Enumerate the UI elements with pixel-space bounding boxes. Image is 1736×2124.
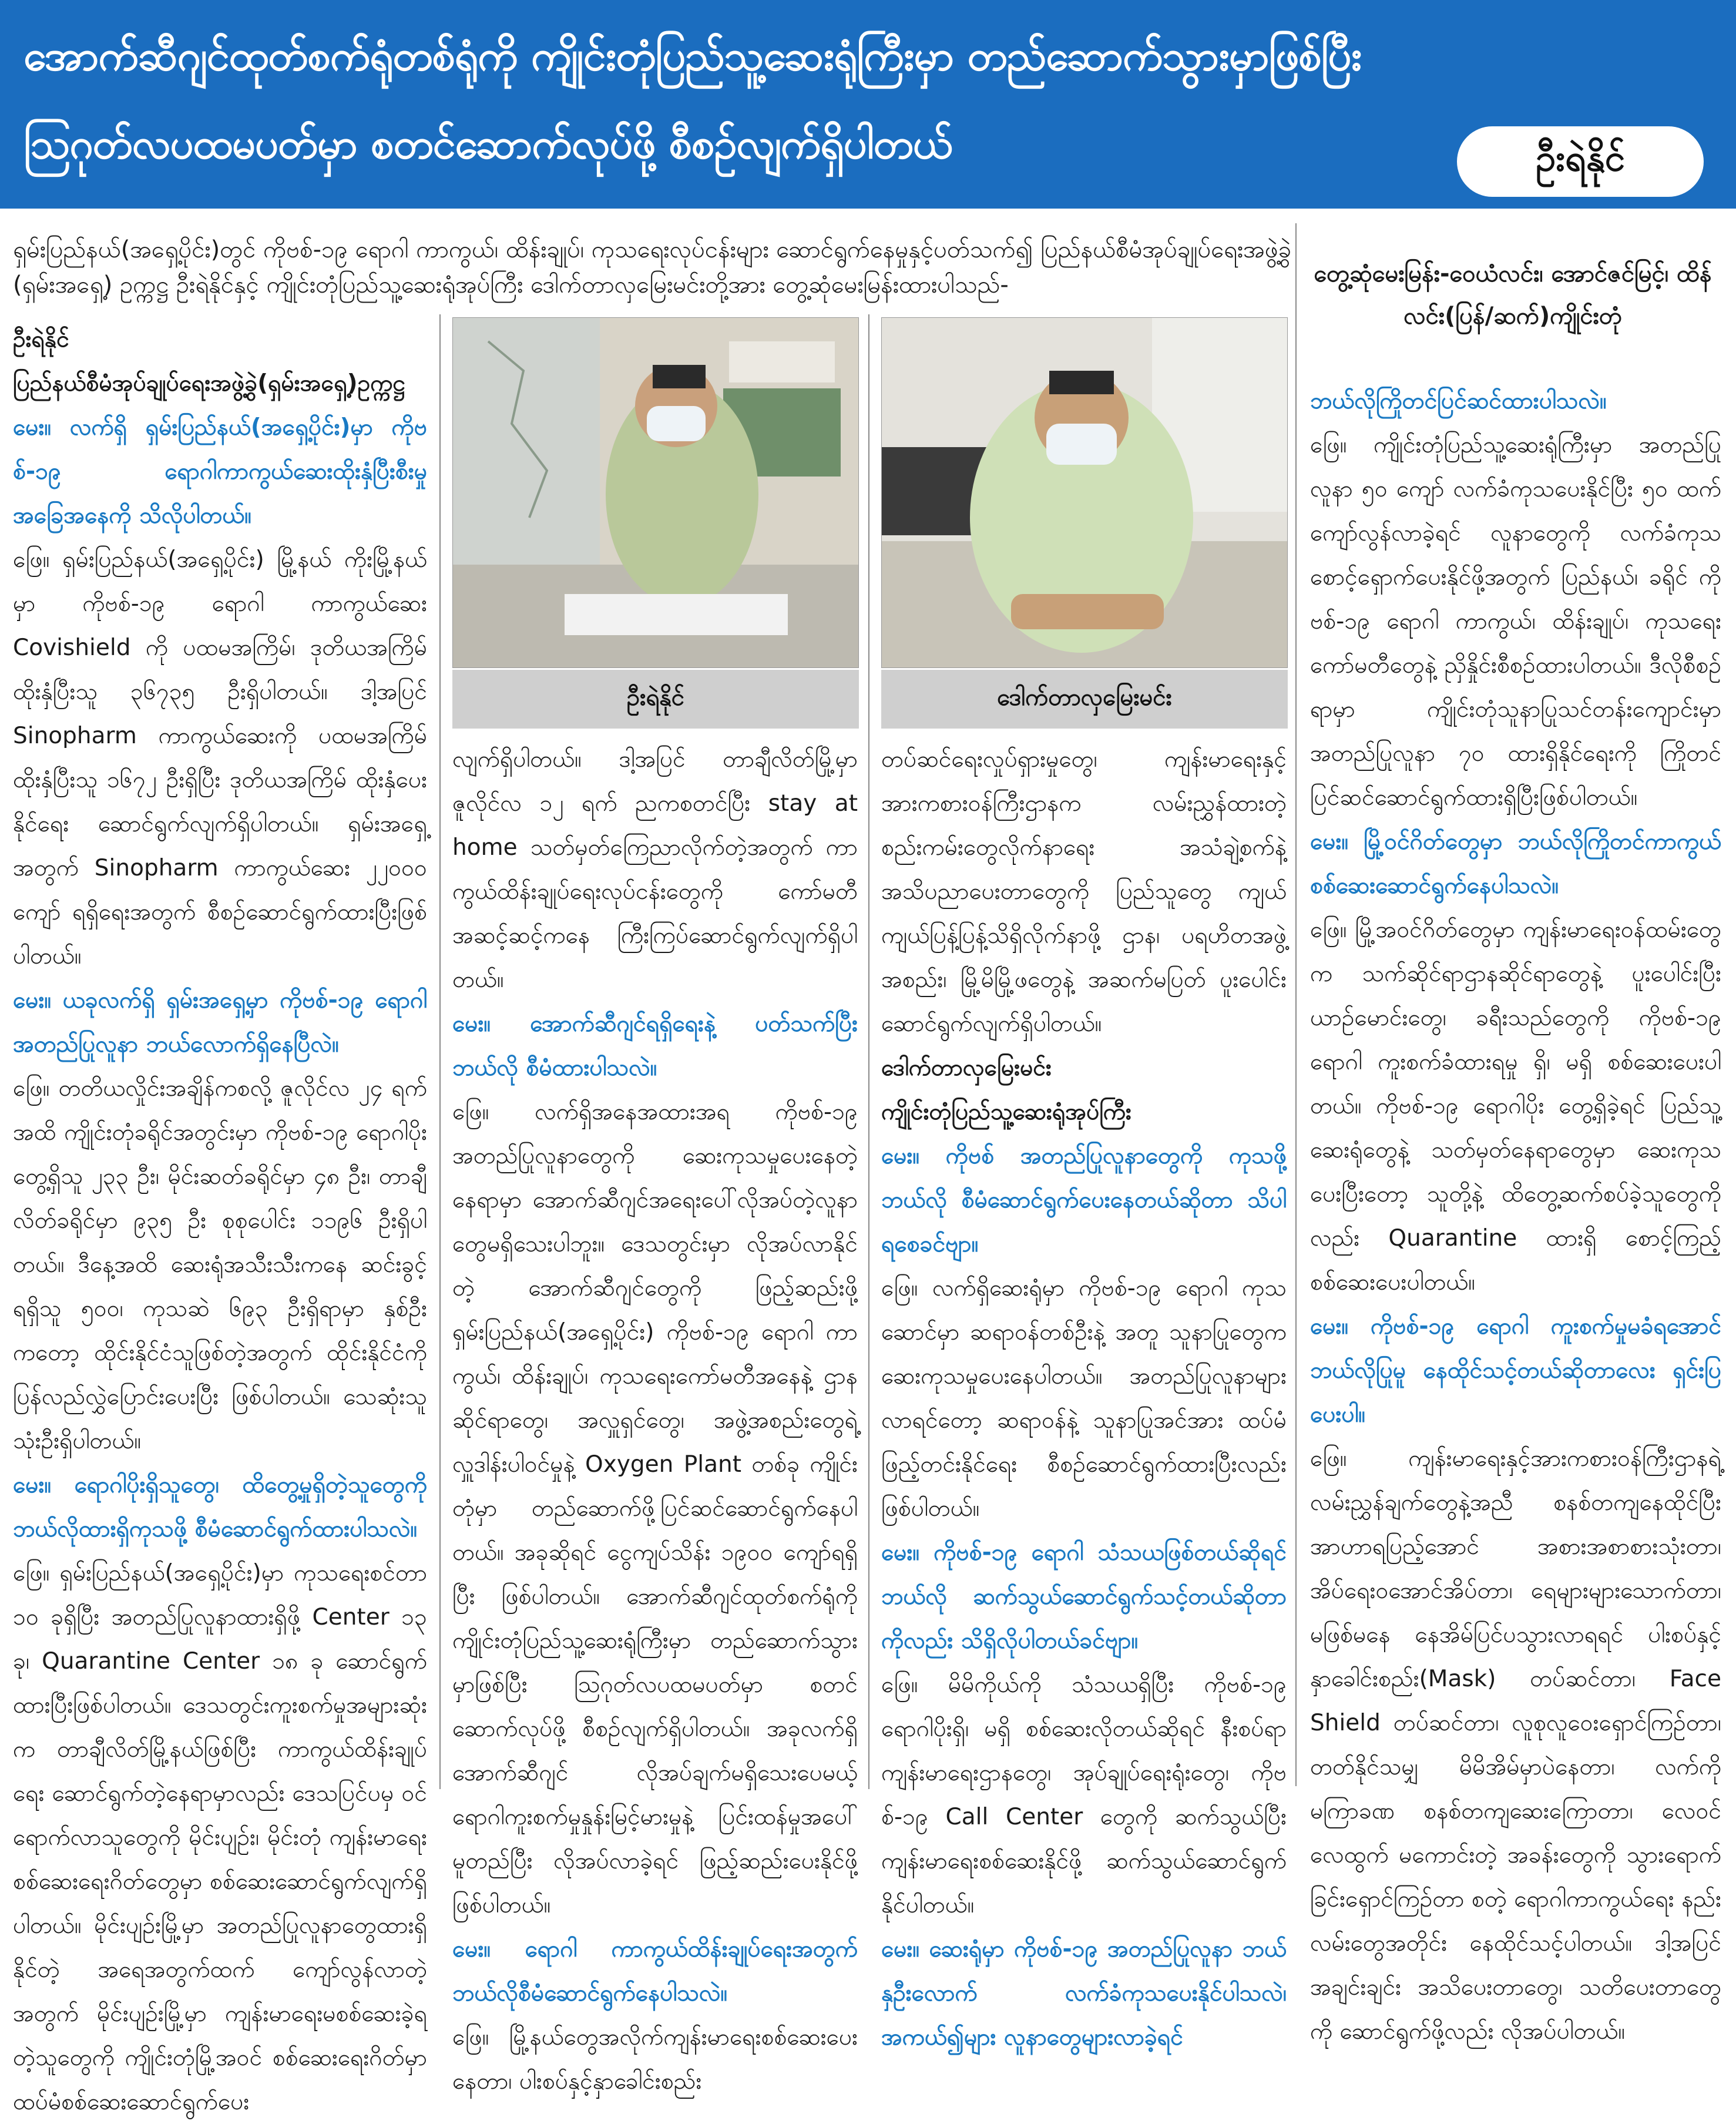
question: မေး။ မြို့ဝင်ဂိတ်တွေမှာ ဘယ်လိုကြိုတင်ကာကွယ် စစ်ဆေးဆောင်ရွက်နေပါသလဲ။ — [1310, 828, 1721, 899]
column-2 — [452, 737, 858, 2095]
question: မေး။ ရောဂါပိုးရှိသူတွေ၊ ထိတွေ့မှုရှိတဲ့သူတွေကို ဘယ်လိုထားရှိကုသဖို့ စီမံဆောင်ရွက်ထားပါသလဲ။ — [13, 1472, 427, 1542]
answer-continued: လျက်ရှိပါတယ်။ ဒါ့အပြင် တာချီလိတ်မြို့မှာ ဇူလိုင်လ ၁၂ ရက် ညကစတင်ပြီး stay at home သတ်မှတ်ကြေညာလိုက်တဲ့အတွက် ကာကွယ်ထိန်းချုပ်ရေးလုပ်ငန်းတွေကို ကော်မတီအဆင့်ဆင့်ကနေ ကြီးကြပ်ဆောင်ရွက်လျက်ရှိပါတယ်။ — [452, 746, 858, 993]
answer: ဖြေ။ လက်ရှိဆေးရုံမှာ ကိုဗစ်-၁၉ ရောဂါ ကုသဆောင်မှာ ဆရာဝန်တစ်ဦးနဲ့ အတူ သူနာပြုတွေက ဆေးကုသမှုပေးနေပါတယ်။ အတည်ပြုလူနာများလာရင်တော့ ဆရာဝန်နဲ့ သူနာပြုအင်အား ထပ်မံဖြည့်တင်းနိုင်ရေး စီစဉ်ဆောင်ရွက်ထားပြီးလည်း ဖြစ်ပါတယ်။ — [881, 1275, 1287, 1522]
answer: ဖြေ။ တတိယလှိုင်းအချိန်ကစလို့ ဇူလိုင်လ ၂၄ ရက်အထိ ကျိုင်းတုံခရိုင်အတွင်းမှာ ကိုဗစ်-၁၉ ရောဂါပိုးတွေ့ရှိသူ ၂၃၃ ဦး၊ မိုင်းဆတ်ခရိုင်မှာ ၄၈ ဦး၊ တာချီလိတ်ခရိုင်မှာ ၉၃၅ ဦး စုစုပေါင်း ၁၁၉၆ ဦးရှိပါတယ်။ ဒီနေ့အထိ ဆေးရုံအသီးသီးကနေ ဆင်းခွင့်ရရှိသူ ၅၀၀၊ ကုသဆဲ ၆၉၃ ဦးရှိရာမှာ နှစ်ဦးကတော့ ထိုင်းနိုင်ငံသူဖြစ်တဲ့အတွက် ထိုင်းနိုင်ငံကို ပြန်လည်လွှဲပြောင်းပေးပြီး ဖြစ်ပါတယ်။ သေဆုံးသူသုံးဦးရှိပါတယ်။ — [13, 1075, 427, 1454]
column-divider — [439, 314, 441, 1789]
answer-continued: တပ်ဆင်ရေးလှုပ်ရှားမှုတွေ၊ ကျန်းမာရေးနှင့်အားကစားဝန်ကြီးဌာနက လမ်းညွှန်ထားတဲ့စည်းကမ်းတွေလိုက်နာရေး အသံချဲ့စက်နဲ့အသိပညာပေးတာတွေကို ပြည်သူတွေ ကျယ်ကျယ်ပြန့်ပြန့်သိရှိလိုက်နာဖို့ ဌာန၊ ပရဟိတအဖွဲ့အစည်း၊ မြို့မိမြို့ဖတွေနဲ့ အဆက်မပြတ် ပူးပေါင်းဆောင်ရွက်လျက်ရှိပါတယ်။ — [881, 746, 1287, 1037]
question: မေး။ လက်ရှိ ရှမ်းပြည်နယ်(အရှေ့ပိုင်း)မှာ ကိုဗစ်-၁၉ ရောဂါကာကွယ်ဆေးထိုးနှံပြီးစီးမှုအခြေအနေကို သိလိုပါတယ်။ — [13, 414, 427, 529]
photo-caption-right: ဒေါက်တာလှမြေးမင်း — [881, 670, 1288, 729]
question: မေး။ ဆေးရုံမှာ ကိုဗစ်-၁၉ အတည်ပြုလူနာ ဘယ်နှဦးလောက် လက်ခံကုသပေးနိုင်ပါသလဲ၊ အကယ်၍များ လူနာတွေများလာခဲ့ရင် — [881, 1936, 1287, 2051]
photo-dr-hla-mya-min — [881, 317, 1288, 668]
answer: ဖြေ။ ရှမ်းပြည်နယ်(အရှေ့ပိုင်း) မြို့နယ် ကိုးမြို့နယ်မှာ ကိုဗစ်-၁၉ ရောဂါ ကာကွယ်ဆေး Covishield ကို ပထမအကြိမ်၊ ဒုတိယအကြိမ် ထိုးနှံပြီးသူ ၃၆၇၃၅ ဦးရှိပါတယ်။ ဒါ့အပြင် Sinopharm ကာကွယ်ဆေးကို ပထမအကြိမ် ထိုးနှံပြီးသူ ၁၆၇၂ ဦးရှိပြီး ဒုတိယအကြိမ် ထိုးနှံပေးနိုင်ရေး ဆောင်ရွက်လျက်ရှိပါတယ်။ ရှမ်းအရှေ့အတွက် Sinopharm ကာကွယ်ဆေး ၂၂၀၀၀ ကျော် ရရှိရေးအတွက် စီစဉ်ဆောင်ရွက်ထားပြီးဖြစ်ပါတယ်။ — [13, 546, 427, 969]
photo-caption-left: ဦးရဲနိုင် — [452, 670, 859, 729]
reporter-credit: တွေ့ဆုံမေးမြန်း-ဝေယံလင်း၊ အောင်ဇင်မြင့်၊ ထိန်လင်း(ပြန်/ဆက်)ကျိုင်းတုံ — [1314, 260, 1712, 330]
speaker-title: ကျိုင်းတုံပြည်သူ့ဆေးရုံအုပ်ကြီး — [881, 1099, 1131, 1125]
answer: ဖြေ။ မြို့အဝင်ဂိတ်တွေမှာ ကျန်းမာရေးဝန်ထမ်းတွေက သက်ဆိုင်ရာဌာနဆိုင်ရာတွေနဲ့ ပူးပေါင်းပြီး ယာဉ်မောင်းတွေ၊ ခရီးသည်တွေကို ကိုဗစ်-၁၉ ရောဂါ ကူးစက်ခံထားရမှု ရှိ၊ မရှိ စစ်ဆေးပေးပါတယ်။ ကိုဗစ်-၁၉ ရောဂါပိုး တွေ့ရှိခဲ့ရင် ပြည်သူ့ဆေးရုံတွေနဲ့ သတ်မှတ်နေရာတွေမှာ ဆေးကုသပေးပြီးတော့ သူတို့နဲ့ ထိတွေ့ဆက်စပ်ခဲ့သူတွေကိုလည်း Quarantine ထားရှိ စောင့်ကြည့်စစ်ဆေးပေးပါတယ်။ — [1310, 917, 1721, 1296]
column-divider — [868, 314, 869, 1789]
photo-u-ye-naing — [452, 317, 859, 668]
answer: ဖြေ။ ကျန်းမာရေးနှင့်အားကစားဝန်ကြီးဌာနရဲ့ လမ်းညွှန်ချက်တွေနဲ့အညီ စနစ်တကျနေထိုင်ပြီး အာဟာရပြည့်အောင် အစားအစာစားသုံးတာ၊ အိပ်ရေးဝအောင်အိပ်တာ၊ ရေများများသောက်တာ၊ မဖြစ်မနေ နေအိမ်ပြင်ပသွားလာရရင် ပါးစပ်နှင့်နှာခေါင်းစည်း(Mask) တပ်ဆင်တာ၊ Face Shield တပ်ဆင်တာ၊ လူစုလူဝေးရှောင်ကြဉ်တာ၊ တတ်နိုင်သမျှ မိမိအိမ်မှာပဲနေတာ၊ လက်ကို မကြာခဏ စနစ်တကျဆေးကြောတာ၊ လေဝင်လေထွက် မကောင်းတဲ့ အခန်းတွေကို သွားရောက်ခြင်းရှောင်ကြဉ်တာ စတဲ့ ရောဂါကာကွယ်ရေး နည်းလမ်းတွေအတိုင်း နေထိုင်သင့်ပါတယ်။ ဒါ့အပြင် အချင်းချင်း အသိပေးတာတွေ၊ သတိပေးတာတွေကို ဆောင်ရွက်ဖို့လည်း လိုအပ်ပါတယ်။ — [1310, 1445, 1721, 2045]
interviewee-name-badge: ဦးရဲနိုင် — [1457, 126, 1704, 197]
headline-line-2: ဩဂုတ်လပထမပတ်မှာ စတင်ဆောက်လုပ်ဖို့ စီစဉ်လျက်ရှိပါတယ် — [23, 120, 952, 168]
headline-banner — [0, 0, 1736, 209]
question: မေး။ ကိုဗစ် အတည်ပြုလူနာတွေကို ကုသဖို့ ဘယ်လို စီမံဆောင်ရွက်ပေးနေတယ်ဆိုတာ သိပါရစေခင်ဗျာ။ — [881, 1143, 1287, 1257]
column-4 — [1310, 379, 1721, 2045]
question: မေး။ ယခုလက်ရှိ ရှမ်းအရှေ့မှာ ကိုဗစ်-၁၉ ရောဂါအတည်ပြုလူနာ ဘယ်လောက်ရှိနေပြီလဲ။ — [13, 987, 427, 1058]
speaker-title: ပြည်နယ်စီမံအုပ်ချုပ်ရေးအဖွဲ့ခွဲ(ရှမ်းအရှေ့)ဥက္ကဋ္ဌ — [13, 370, 405, 397]
speaker-name: ဒေါက်တာလှမြေးမင်း — [881, 1055, 1052, 1081]
intro-paragraph: ရှမ်းပြည်နယ်(အရှေ့ပိုင်း)တွင် ကိုဗစ်-၁၉ ရောဂါ ကာကွယ်၊ ထိန်းချုပ်၊ ကုသရေးလုပ်ငန်းများ ဆောင်ရွက်နေမှုနှင့်ပတ်သက်၍ ပြည်နယ်စီမံအုပ်ချုပ်ရေးအဖွဲ့ခွဲ (ရှမ်းအရှေ့) ဥက္ကဋ္ဌ ဦးရဲနိုင်နှင့် ကျိုင်းတုံပြည်သူ့ဆေးရုံအုပ်ကြီး ဒေါက်တာလှမြေးမင်းတို့အား တွေ့ဆုံမေးမြန်းထားပါသည်- — [13, 236, 1292, 298]
question: မေး။ ကိုဗစ်-၁၉ ရောဂါ သံသယဖြစ်တယ်ဆိုရင် ဘယ်လို ဆက်သွယ်ဆောင်ရွက်သင့်တယ်ဆိုတာကိုလည်း သိရှိလိုပါတယ်ခင်ဗျာ။ — [881, 1539, 1287, 1654]
question: မေး။ ရောဂါ ကာကွယ်ထိန်းချုပ်ရေးအတွက် ဘယ်လိုစီမံဆောင်ရွက်နေပါသလဲ။ — [452, 1936, 858, 2006]
column-1 — [13, 317, 427, 2115]
question: မေး။ ကိုဗစ်-၁၉ ရောဂါ ကူးစက်မှုမခံရအောင် ဘယ်လိုပြုမူ နေထိုင်သင့်တယ်ဆိုတာလေး ရှင်းပြပေးပါ။ — [1310, 1313, 1721, 1428]
answer: ဖြေ။ ကျိုင်းတုံပြည်သူ့ဆေးရုံကြီးမှာ အတည်ပြုလူနာ ၅၀ ကျော် လက်ခံကုသပေးနိုင်ပြီး ၅၀ ထက် ကျော်လွန်လာခဲ့ရင် လူနာတွေကို လက်ခံကုသ စောင့်ရှောက်ပေးနိုင်ဖို့အတွက် ပြည်နယ်၊ ခရိုင် ကိုဗစ်-၁၉ ရောဂါ ကာကွယ်၊ ထိန်းချုပ်၊ ကုသရေးကော်မတီတွေနဲ့ ညှိနှိုင်းစီစဉ်ထားပါတယ်။ ဒီလိုစီစဉ်ရာမှာ ကျိုင်းတုံသူနာပြုသင်တန်းကျောင်းမှာ အတည်ပြုလူနာ ၇၀ ထားရှိနိုင်ရေးကို ကြိုတင်ပြင်ဆင်ဆောင်ရွက်ထားရှိပြီးဖြစ်ပါတယ်။ — [1310, 432, 1721, 811]
answer: ဖြေ။ လက်ရှိအနေအထားအရ ကိုဗစ်-၁၉ အတည်ပြုလူနာတွေကို ဆေးကုသမှုပေးနေတဲ့နေရာမှာ အောက်ဆီဂျင်အရေးပေါ်လိုအပ်တဲ့လူနာတွေမရှိသေးပါဘူး။ ဒေသတွင်းမှာ လိုအပ်လာနိုင်တဲ့ အောက်ဆီဂျင်တွေကို ဖြည့်ဆည်းဖို့ ရှမ်းပြည်နယ်(အရှေ့ပိုင်း) ကိုဗစ်-၁၉ ရောဂါ ကာကွယ်၊ ထိန်းချုပ်၊ ကုသရေးကော်မတီအနေနဲ့ ဌာနဆိုင်ရာတွေ၊ အလှူရှင်တွေ၊ အဖွဲ့အစည်းတွေရဲ့ လှူဒါန်းပါဝင်မှုနဲ့ Oxygen Plant တစ်ခု ကျိုင်းတုံမှာ တည်ဆောက်ဖို့ပြင်ဆင်ဆောင်ရွက်နေပါတယ်။ အခုဆိုရင် ငွေကျပ်သိန်း ၁၉၀၀ ကျော်ရရှိပြီး ဖြစ်ပါတယ်။ အောက်ဆီဂျင်ထုတ်စက်ရုံကို ကျိုင်းတုံပြည်သူ့ဆေးရုံကြီးမှာ တည်ဆောက်သွားမှာဖြစ်ပြီး ဩဂုတ်လပထမပတ်မှာ စတင်ဆောက်လုပ်ဖို့ စီစဉ်လျက်ရှိပါတယ်။ အခုလက်ရှိ အောက်ဆီဂျင် လိုအပ်ချက်မရှိသေးပေမယ့် ရောဂါကူးစက်မှုနှုန်းမြင့်မားမှုနဲ့ ပြင်းထန်မှုအပေါ် မူတည်ပြီး လိုအပ်လာခဲ့ရင် ဖြည့်ဆည်းပေးနိုင်ဖို့ ဖြစ်ပါတယ်။ — [452, 1099, 858, 1918]
column-divider — [1295, 223, 1297, 1786]
answer: ဖြေ။ မြို့နယ်တွေအလိုက်ကျန်းမာရေးစစ်ဆေးပေးနေတာ၊ ပါးစပ်နှင့်နှာခေါင်းစည်း — [452, 2024, 858, 2095]
speaker-name: ဦးရဲနိုင် — [13, 326, 69, 353]
answer: ဖြေ။ ရှမ်းပြည်နယ်(အရှေ့ပိုင်း)မှာ ကုသရေးစင်တာ ၁၀ ခုရှိပြီး အတည်ပြုလူနာထားရှိဖို့ Center ၁၃ ခု၊ Quarantine Center ၁၈ ခု ဆောင်ရွက်ထားပြီးဖြစ်ပါတယ်။ ဒေသတွင်းကူးစက်မှုအများဆုံးက တာချီလိတ်မြို့နယ်ဖြစ်ပြီး ကာကွယ်ထိန်းချုပ်ရေး ဆောင်ရွက်တဲ့နေရာမှာလည်း ဒေသပြင်ပမှ ဝင်ရောက်လာသူတွေကို မိုင်းပျဉ်း၊ မိုင်းတုံ ကျန်းမာရေးစစ်ဆေးရေးဂိတ်တွေမှာ စစ်ဆေးဆောင်ရွက်လျက်ရှိပါတယ်။ မိုင်းပျဉ်းမြို့မှာ အတည်ပြုလူနာတွေထားရှိနိုင်တဲ့ အရေအတွက်ထက် ကျော်လွန်လာတဲ့အတွက် မိုင်းပျဉ်းမြို့မှာ ကျန်းမာရေးမစစ်ဆေးခဲ့ရတဲ့သူတွေကို ကျိုင်းတုံမြို့အဝင် စစ်ဆေးရေးဂိတ်မှာ ထပ်မံစစ်ဆေးဆောင်ရွက်ပေး — [13, 1560, 427, 2115]
question: မေး။ အောက်ဆီဂျင်ရရှိရေးနဲ့ ပတ်သက်ပြီး ဘယ်လို စီမံထားပါသလဲ။ — [452, 1011, 858, 1081]
column-3 — [881, 737, 1287, 2051]
answer: ဖြေ။ မိမိကိုယ်ကို သံသယရှိပြီး ကိုဗစ်-၁၉ ရောဂါပိုးရှိ၊ မရှိ စစ်ဆေးလိုတယ်ဆိုရင် နီးစပ်ရာ ကျန်းမာရေးဌာနတွေ၊ အုပ်ချုပ်ရေးရုံးတွေ၊ ကိုဗစ်-၁၉ Call Center တွေကို ဆက်သွယ်ပြီး ကျန်းမာရေးစစ်ဆေးနိုင်ဖို့ ဆက်သွယ်ဆောင်ရွက်နိုင်ပါတယ်။ — [881, 1672, 1287, 1918]
headline-line-1: အောက်ဆီဂျင်ထုတ်စက်ရုံတစ်ရုံကို ကျိုင်းတုံပြည်သူ့ဆေးရုံကြီးမှာ တည်ဆောက်သွားမှာဖြစ်ပြီး — [23, 32, 1361, 80]
question-continued: ဘယ်လိုကြိုတင်ပြင်ဆင်ထားပါသလဲ။ — [1310, 388, 1607, 414]
